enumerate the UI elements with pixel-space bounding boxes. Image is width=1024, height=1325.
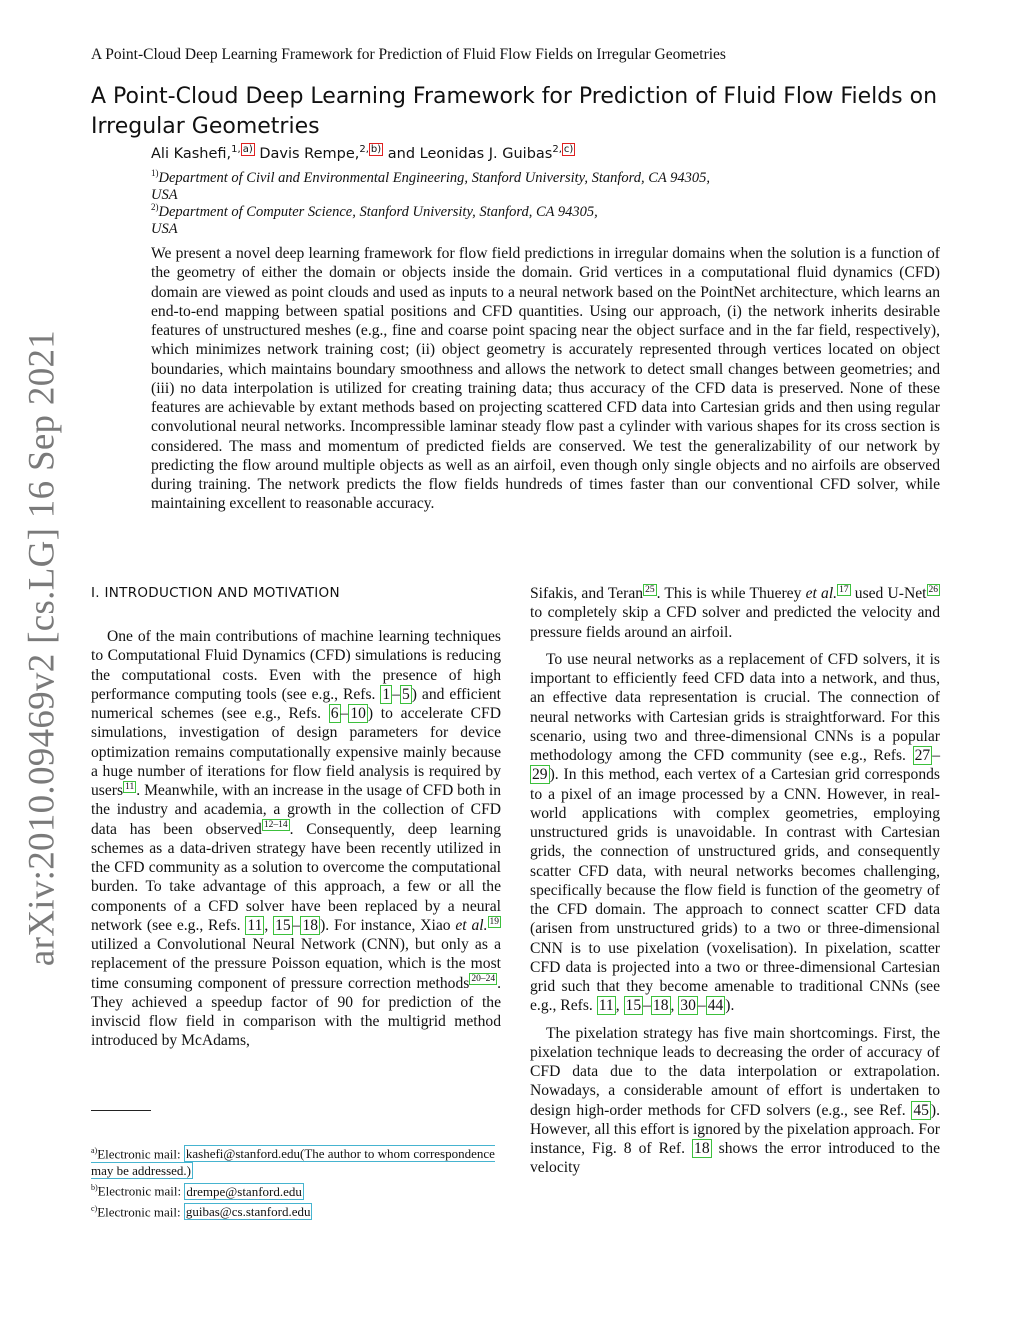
- section-heading: I. INTRODUCTION AND MOTIVATION: [91, 585, 340, 601]
- footnotes: [91, 1142, 501, 1220]
- running-head: A Point-Cloud Deep Learning Framework for Prediction of Fluid Flow Fields on Irregular Geometries: [91, 46, 726, 63]
- citation-link[interactable]: 17: [839, 584, 849, 595]
- citation-link[interactable]: 15: [625, 997, 642, 1015]
- citation-link[interactable]: 18: [652, 997, 669, 1015]
- author: Ali Kashefi,$^{1,}$ $^{a)}$: [151, 144, 253, 162]
- paragraph: To use neural networks as a replacement of CFD solvers, it is important to efficiently feed CFD data into a network, and thus, an effective data representation is crucial. The connection of neural networks with Cartesian grids is straightforward. For this scenario, using two and three-dimensional CNNs is a popular methodology among the CFD community (see e.g., Refs. 27 –29 ). In this method, each vertex of a Cartesian grid corresponds to a pixel of an image processed by a CNN. However, in real-world applications with complex geometries, employing unstructured grids is unavoidable. In contrast with Cartesian grids, the connection of unstructured grids, and consequently scatter CFD data, with neural networks becomes challenging, specifically because the flow field is function of the geometry of the CFD domain. The approach to connect scatter CFD data (arisen from unstructured grids) to a two or three-dimensional CNN is to use pixelation (voxelisation). In pixelation, scatter CFD data is projected into a two or three-dimensional Cartesian grid such that they become amenable to traditional CNNs (see e.g., Refs. 11 , 15 – 18 , 30 – 44 ).: [530, 650, 940, 1015]
- author-list: [151, 144, 575, 162]
- footnote: $^{a)}$Electronic mail: kashefi@stanford.edu(The author to whom correspondence may be addressed.): [91, 1146, 495, 1179]
- footnote-link[interactable]: a): [242, 144, 253, 155]
- affiliation: $^{1)}$Department of Civil and Environmental Engineering, Stanford University, Stanford, CA 94305, USA: [151, 168, 710, 203]
- citation-link[interactable]: 10: [350, 705, 366, 722]
- left-column: [91, 627, 501, 1059]
- email-link[interactable]: kashefi@stanford.edu(The author to whom correspondence may be addressed.): [91, 1146, 495, 1179]
- footnote: $^{b)}$Electronic mail: drempe@stanford.edu: [91, 1183, 302, 1199]
- citation-link[interactable]: 20–24: [471, 974, 496, 985]
- citation-link[interactable]: 30: [680, 997, 696, 1015]
- citation-link[interactable]: 19: [489, 916, 499, 927]
- right-column: [530, 584, 940, 1186]
- citation-link[interactable]: 27: [914, 747, 931, 764]
- citation-link[interactable]: 1: [382, 685, 391, 703]
- citation-link[interactable]: 18: [302, 916, 319, 934]
- email-link[interactable]: drempe@stanford.edu: [186, 1183, 302, 1199]
- citation-link[interactable]: 44: [707, 997, 724, 1015]
- citation-link[interactable]: 12–14: [263, 820, 288, 831]
- email-link[interactable]: guibas@cs.stanford.edu: [185, 1203, 311, 1219]
- citation-link[interactable]: 11: [247, 916, 263, 934]
- paragraph: One of the main contributions of machine learning techniques to Computational Fluid Dynamics (CFD) simulations is reducing the computational costs. Even with the presence of high performance computing tools (see e.g., Refs. 1 – 5 ) and efficient numerical schemes (see e.g., Refs. 6 – 10 ) to accelerate CFD simulations, investigation of design parameters for device optimization remains computationally expensive mainly because a huge number of iterations for flow field analysis is required by users $^{11}$ . Meanwhile, with an increase in the usage of CFD both in the industry and academia, a growth in the collection of CFD data has been observed $^{12-14}$ . Consequently, deep learning schemes as a data-driven strategy have been recently utilized in the CFD community as a solution to overcome the computational burden. To take advantage of this approach, a few or all the components of a CFD solver have been replaced by a neural network (see e.g., Refs. 11 , 15 – 18 ). For instance, Xiao et al. $^{19}$ utilized a Convolutional Neural Network (CNN), but only as a replacement of the pressure Poisson equation, which is the most time consuming component of pressure correction methods $^{20-24}$ . They achieved a speedup factor of 90 for prediction of the inviscid flow field in comparison with the multigrid method introduced by McAdams,: [91, 628, 502, 1050]
- footnote-link[interactable]: c): [563, 144, 574, 155]
- citation-link[interactable]: 26: [928, 584, 939, 595]
- abstract: We present a novel deep learning framework for flow field predictions in irregular domains when the solution is a function of the geometry of either the domain or objects inside the domain. Grid vertices in a computational fluid dynamics (CFD) domain are viewed as point clouds and used as inputs to a neural network based on the PointNet architecture, which learns an end-to-end mapping between spatial positions and CFD quantities. Using our approach, (i) the network inherits desirable features of unstructured meshes (e.g., fine and coarse point spacing near the object surface and in the far field, respectively), which minimizes network training cost; (ii) object geometry is accurately represented through vertices located on object boundaries, which maintains boundary smoothness and allows the network to detect small changes between geometries; and (iii) no data interpolation is utilized for creating training data; thus accuracy of the CFD data is preserved. None of these features are achievable by extant methods based on projecting scattered CFD data into Cartesian grids and then using regular convolutional neural networks. Incompressible laminar steady flow past a cylinder with various shapes for its cross section is considered. The mass and momentum of predicted fields are conserved. We test the generalizability of our network by predicting the flow around multiple objects as well as an airfoil, even though only single objects and no airfoils are observed during training. The network predicts the flow fields hundreds of times faster than our conventional CFD solver, while maintaining excellent to reasonable accuracy.: [151, 245, 940, 513]
- citation-link[interactable]: 6: [330, 705, 339, 722]
- citation-link[interactable]: 11: [125, 781, 135, 792]
- paragraph: The pixelation strategy has five main shortcomings. First, the pixelation technique leads to decreasing the order of accuracy of CFD data due to the data interpolation or extrapolation. Nowadays, a considerable amount of effort is undertaken to design high-order methods for CFD solvers (e.g., see Ref. 45 ). However, all this effort is ignored by the pixelation approach. For instance, Fig. 8 of Ref. 18 shows the error introduced to the velocity: [530, 1024, 940, 1177]
- citation-link[interactable]: 11: [598, 997, 614, 1015]
- author: Davis Rempe,$^{2,}$ $^{b)}$: [259, 144, 382, 162]
- author: and Leonidas J. Guibas$^{2,}$ $^{c)}$: [387, 144, 574, 162]
- citation-link[interactable]: 15: [275, 916, 291, 934]
- footnote-link[interactable]: b): [370, 144, 382, 155]
- citation-link[interactable]: 29: [532, 766, 548, 784]
- citation-link[interactable]: 25: [645, 584, 655, 595]
- citation-link[interactable]: 18: [694, 1140, 710, 1157]
- citation-link[interactable]: 45: [913, 1101, 929, 1119]
- paragraph: Sifakis, and Teran $^{25}$ . This is while Thuerey et al. $^{17}$ used U-Net $^{26}$ to completely skip a CFD solver and predicted the velocity and pressure fields around an airfoil.: [530, 584, 940, 641]
- paper-title: A Point-Cloud Deep Learning Framework for Prediction of Fluid Flow Fields on Irregular Geometries: [91, 84, 938, 139]
- footnote: $^{c)}$Electronic mail: guibas@cs.stanford.edu: [91, 1203, 311, 1219]
- citation-link[interactable]: 5: [401, 685, 410, 703]
- arxiv-stamp: arXiv:2010.09469v2 [cs.LG] 16 Sep 2021: [21, 329, 63, 967]
- affiliation: $^{2)}$Department of Computer Science, Stanford University, Stanford, CA 94305, USA: [151, 202, 598, 237]
- footnote-rule: [91, 1110, 151, 1111]
